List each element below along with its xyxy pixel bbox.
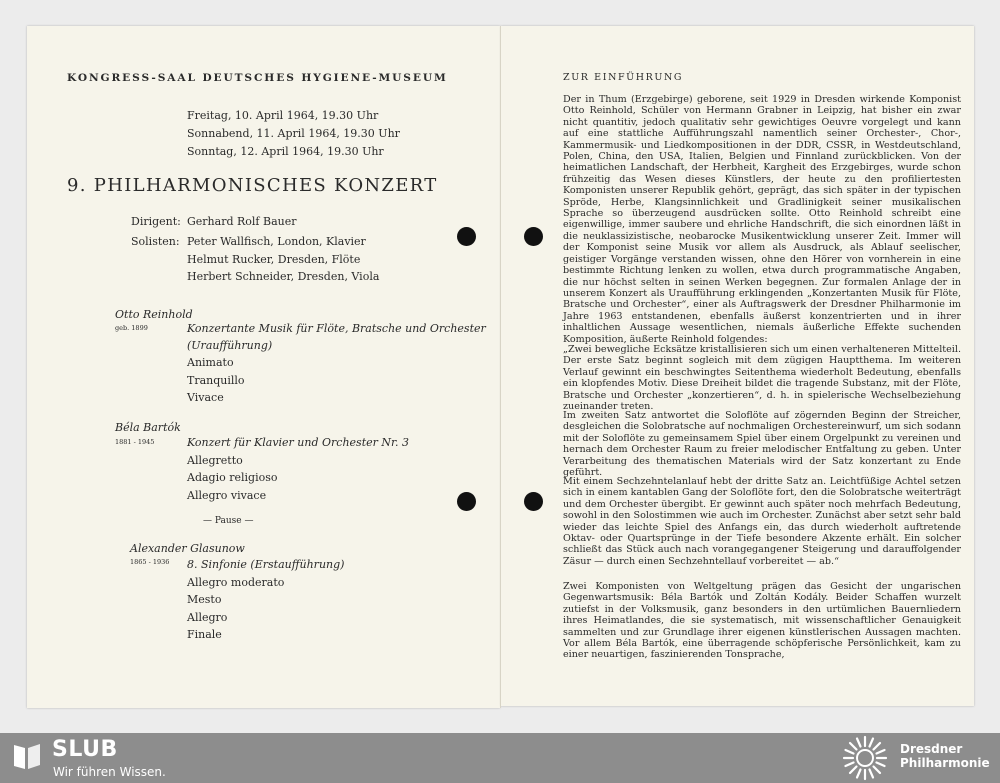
dp-name-line-2: Philharmonie (900, 756, 990, 770)
conductor-label: Dirigent: (131, 215, 181, 228)
work-glasunow: 8. Sinfonie (Erstaufführung) (187, 558, 345, 571)
movement-glasunow-4: Finale (187, 628, 222, 641)
soloist-3: Herbert Schneider, Dresden, Viola (187, 270, 380, 283)
dresdner-philharmonie-name (900, 742, 990, 770)
composer-glasunow: Alexander Glasunow (130, 542, 245, 555)
movement-bartok-2: Adagio religioso (187, 471, 278, 484)
concert-title: 9. PHILHARMONISCHES KONZERT (67, 175, 438, 196)
soloist-1: Peter Wallfisch, London, Klavier (187, 235, 366, 248)
page-fold (500, 26, 501, 708)
intro-paragraph-5: Zwei Komponisten von Weltgeltung prägen das Gesicht der ungarischen Gegenwartsmusik: Béla Bartók und Zoltán Kodály. Beider Schaffen wurzelt zutiefst in der Volksmusik, ganz besonders in den urtümlichen Bauernliedern ihres Heimatlandes, die sie systematisch, mit wissenschaftlicher Genauigkeit sammelten und zur Grundlage ihrer eigenen künstlerischen Aussagen machten. Vor allem Béla Bartók, eine überragende schöpferische Persönlichkeit, kam zu einer neuartigen, faszinierenden Tonsprache, (563, 581, 961, 661)
slub-name: SLUB (52, 737, 118, 762)
composer-reinhold: Otto Reinhold (115, 308, 193, 321)
movement-glasunow-3: Allegro (187, 611, 228, 624)
movement-glasunow-2: Mesto (187, 593, 222, 606)
movement-reinhold-1: Animato (187, 356, 234, 369)
intro-paragraph-2: „Zwei bewegliche Ecksätze kristallisieren sich um einen verhalteneren Mittelteil. Der erste Satz beginnt sogleich mit dem zügigen Hauptthema. Im weiteren Verlauf gewinnt ein beschwingtes Seitenthema wiederholt Bedeutung, ebenfalls ein klopfendes Motiv. Diese Dreiheit bildet die tragende Substanz, mit der Flöte, Bratsche und Orchester „konzertieren“, d. h. in spielerische Wechselbeziehung zueinander treten. (563, 344, 961, 413)
concert-date-3: Sonntag, 12. April 1964, 19.30 Uhr (187, 145, 384, 158)
punch-hole-right-bottom (524, 492, 543, 511)
venue-heading: KONGRESS-SAAL DEUTSCHES HYGIENE-MUSEUM (67, 72, 448, 84)
slub-tagline: Wir führen Wissen. (53, 765, 166, 779)
intro-paragraph-4: Mit einem Sechzehntelanlauf hebt der dritte Satz an. Leichtfüßige Achtel setzen sich in einem kantablen Gang der Soloflöte fort, den die Solobratsche weiterträgt und dem Orchester übergibt. Er gewinnt auch später noch mehrfach Bedeutung, sowohl in den Solostimmen wie auch im Orchester. Zunächst aber setzt sehr bald wieder das leichte Spiel des Anfangs ein, das durch wiederholt auftretende Oktav- oder Quartsprünge in der Tiefe besondere Akzente erhält. Ein solcher schließt das Stück auch nach vorangegangener Steigerung und darauffolgender Zäsur — durch einen Sechzehntellauf vorbereitet — ab.“ (563, 476, 961, 567)
work-bartok: Konzert für Klavier und Orchester Nr. 3 (187, 436, 410, 449)
composer-bartok: Béla Bartók (115, 421, 181, 434)
intro-paragraph-1: Der in Thum (Erzgebirge) geborene, seit 1929 in Dresden wirkende Komponist Otto Reinhold, Schüler von Hermann Grabner in Leipzig, hat bisher ein zwar nicht quantitiv, jedoch qualitativ sehr gewichtiges Oeuvre vorgelegt und kann auf eine stattliche Aufführungszahl namentlich seiner Orchester-, Chor-, Kammermusik- und Liedkompositionen in der DDR, CSSR, in Westdeutschland, Polen, China, den USA, Italien, Belgien und Finnland zurückblicken. Von der heimatlichen Landschaft, der Herbheit, Kargheit des Erzgebirges, wurde schon frühzeitig das Wesen dieses Künstlers, der heute zu den profiliertesten Komponisten unserer Republik gehört, geprägt, das sich später in der typischen Spröde, Herbe, Klangsinnlichkeit und Gradlinigkeit seiner musikalischen Sprache so überzeugend ausdrücken sollte. Otto Reinhold schreibt eine eigenwillige, immer saubere und ehrliche Handschrift, die sich einordnen läßt in die neuklassizistische, neobarocke Musikentwicklung unserer Zeit. Immer will der Komponist seine Musik vor allem als Ausdruck, als Ablauf seelischer, geistiger Vorgänge verstanden wissen, ohne den Hörer von vornherein in eine bestimmte Richtung lenken zu wollen, etwa durch programmatische Angaben, die nur höchst selten in seinen Werken begegnen. Zur formalen Anlage der in unserem Konzert als Uraufführung erklingenden „Konzertanten Musik für Flöte, Bratsche und Orchester“, einer als Auftragswerk der Dresdner Philharmonie im Jahre 1963 entstandenen, ebenfalls äußerst konzentrierten und in ihrer inhaltlichen Aussage wesentlichen, niemals äußerliche Effekte suchenden Komposition, äußerte Reinhold folgendes: (563, 94, 961, 345)
dresdner-philharmonie-sunburst-icon (842, 735, 888, 781)
movement-bartok-3: Allegro vivace (187, 489, 267, 502)
composer-glasunow-life: 1865 - 1936 (130, 558, 170, 566)
program-left-page (27, 26, 500, 708)
soloist-2: Helmut Rucker, Dresden, Flöte (187, 253, 361, 266)
punch-hole-right-top (524, 227, 543, 246)
introduction-heading: ZUR EINFÜHRUNG (563, 72, 684, 83)
concert-date-2: Sonnabend, 11. April 1964, 19.30 Uhr (187, 127, 400, 140)
intermission-label: — Pause — (203, 516, 254, 526)
punch-hole-left-top (457, 227, 476, 246)
intro-paragraph-3: Im zweiten Satz antwortet die Soloflöte auf zögernden Beginn der Streicher, desgleichen die Solobratsche auf nochmaligen Orchestereinwurf, um sich sodann mit der Soloflöte zu gemeinsamem Spiel über einem Orgelpunkt zu vereinen und hernach dem Orchester Raum zu freier melodischer Entfaltung zu geben. Unter Verarbeitung des thematischen Materials wird der Satz konzertant zu Ende geführt. (563, 410, 961, 479)
composer-bartok-life: 1881 - 1945 (115, 438, 155, 446)
slub-book-icon (12, 741, 42, 771)
work-reinhold: Konzertante Musik für Flöte, Bratsche und Orchester (187, 322, 486, 335)
movement-bartok-1: Allegretto (187, 454, 243, 467)
conductor-name: Gerhard Rolf Bauer (187, 215, 297, 228)
work-reinhold-premiere: (Uraufführung) (187, 339, 273, 352)
soloists-label: Solisten: (131, 235, 180, 248)
program-right-page (501, 26, 974, 706)
punch-hole-left-bottom (457, 492, 476, 511)
composer-reinhold-life: geb. 1899 (115, 324, 148, 332)
movement-reinhold-3: Vivace (187, 391, 224, 404)
movement-reinhold-2: Tranquillo (187, 374, 245, 387)
concert-date-1: Freitag, 10. April 1964, 19.30 Uhr (187, 109, 379, 122)
movement-glasunow-1: Allegro moderato (187, 576, 285, 589)
dp-name-line-1: Dresdner (900, 742, 963, 756)
footer-bar (0, 733, 1000, 783)
